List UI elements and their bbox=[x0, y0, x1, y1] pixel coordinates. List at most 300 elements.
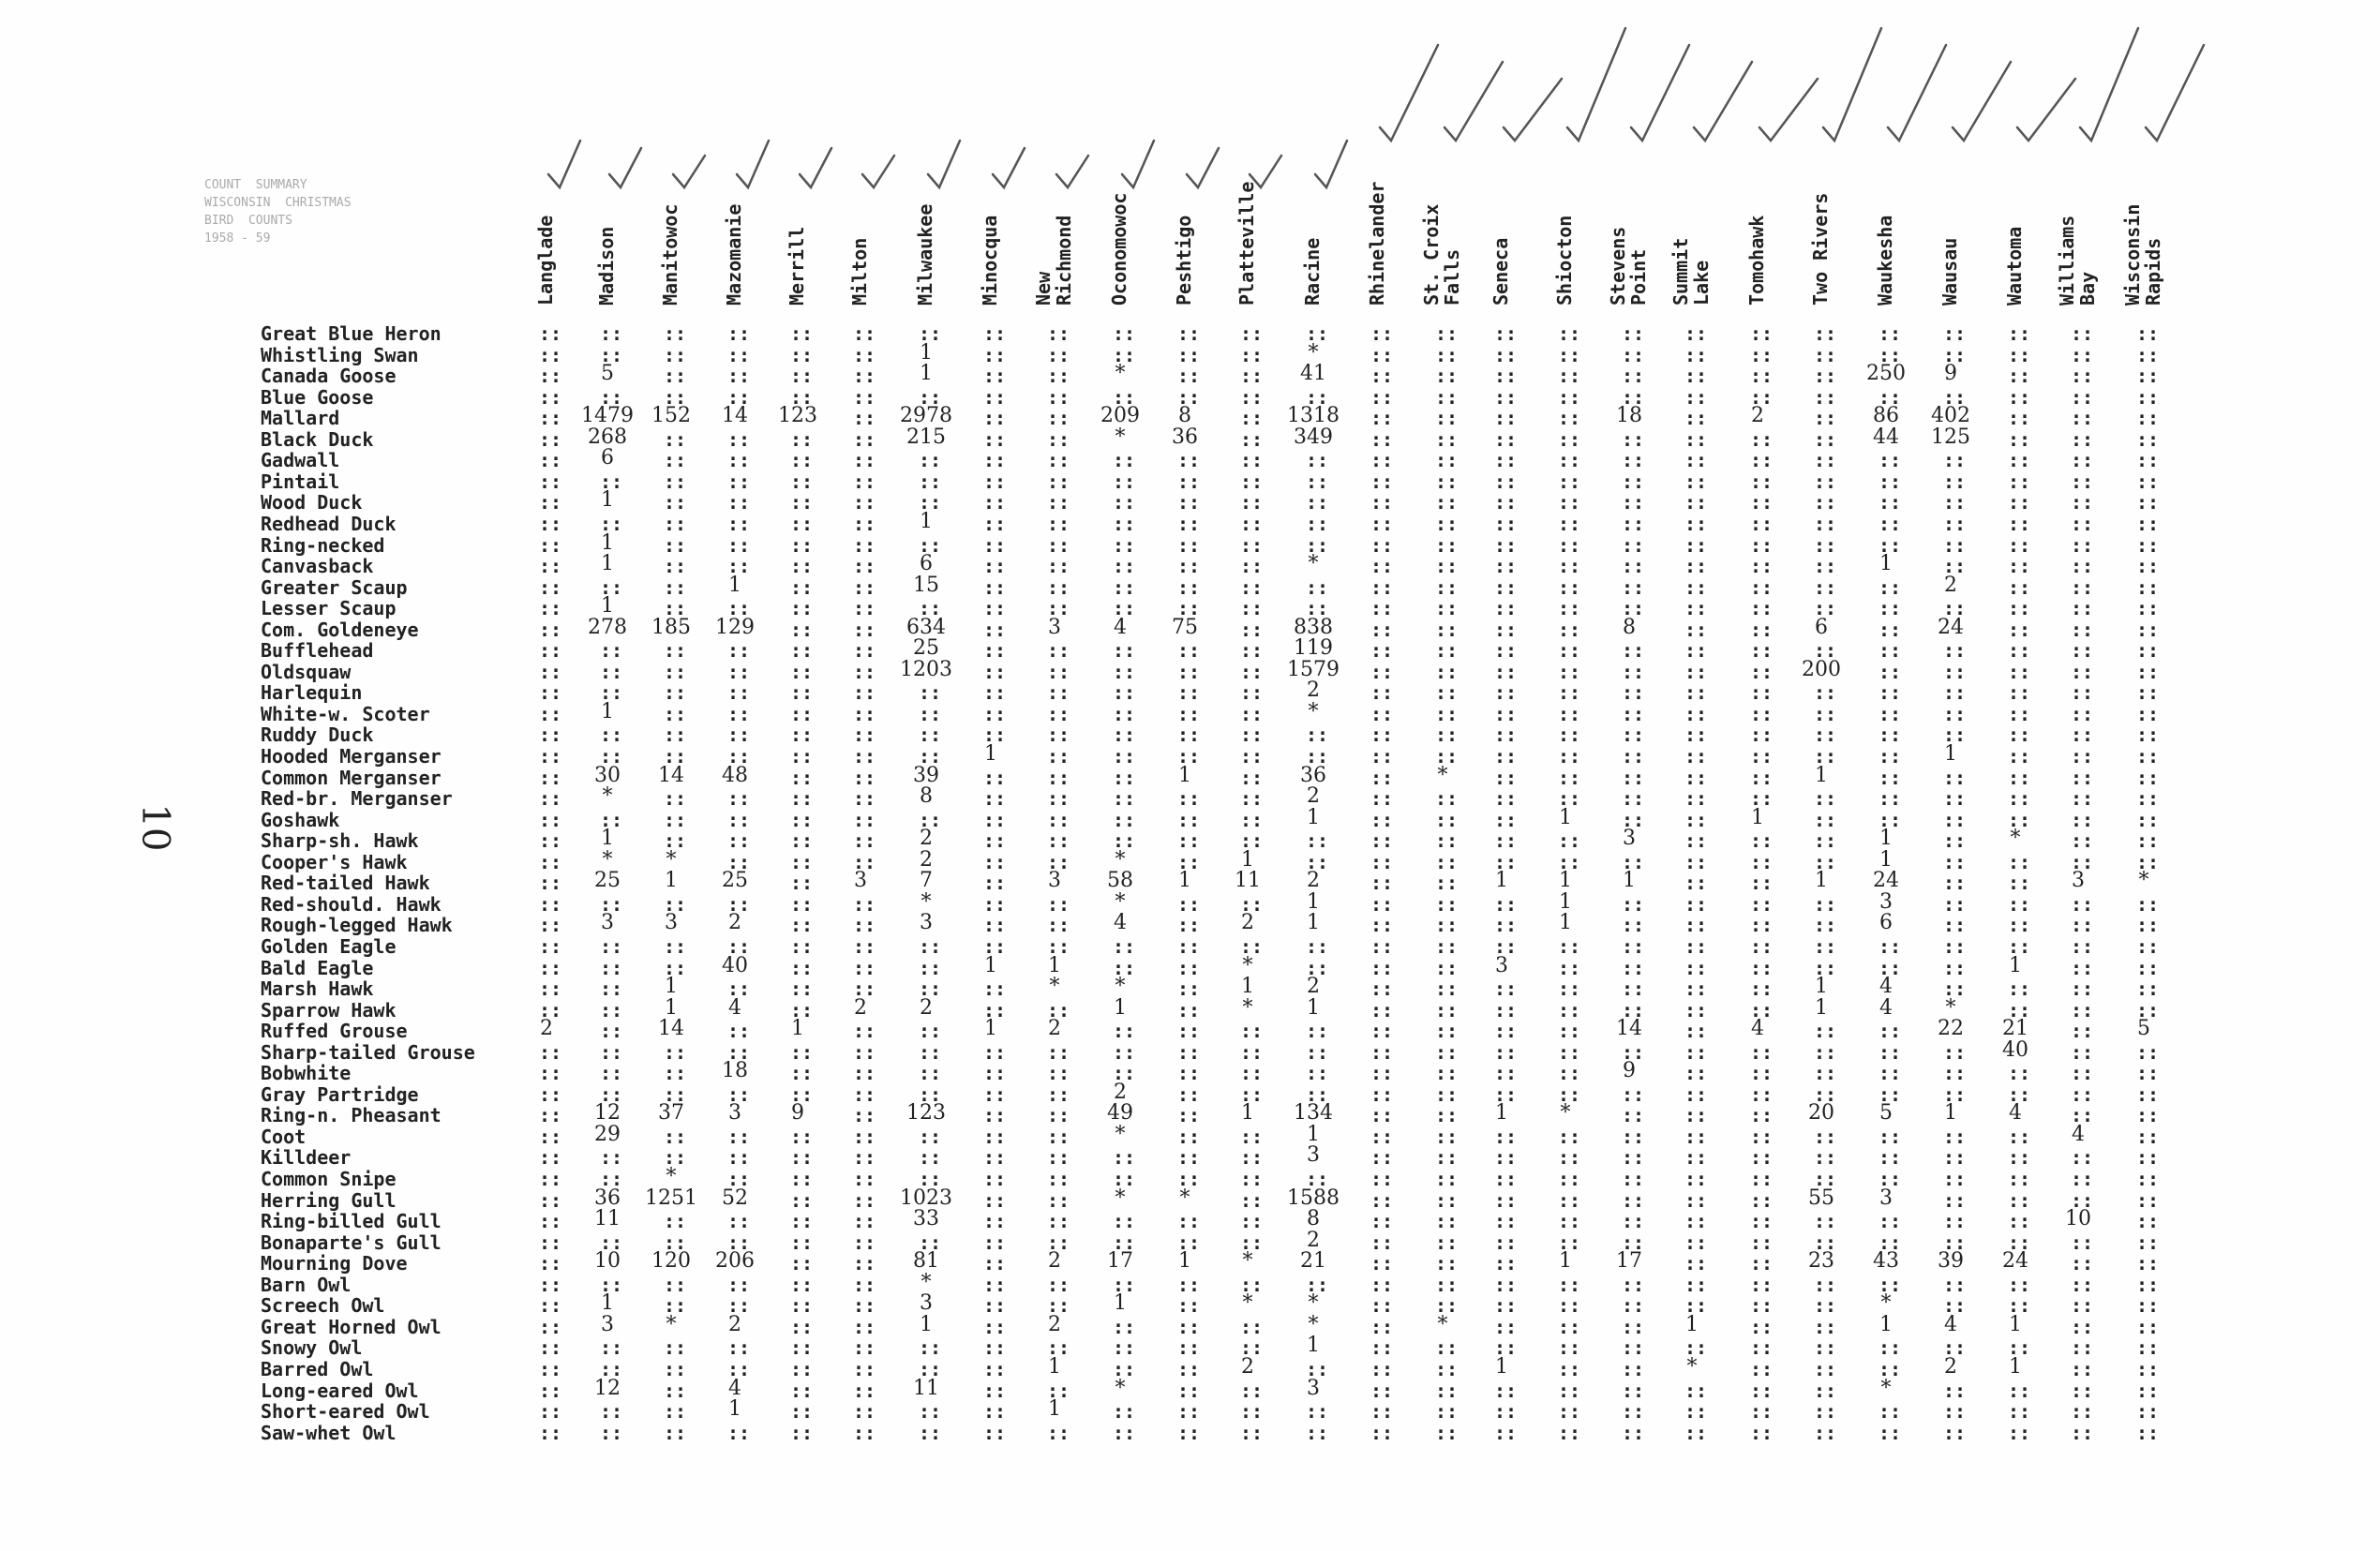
empty-cell-dots: : bbox=[1058, 1421, 1069, 1444]
empty-cell-dots: : bbox=[1750, 491, 1760, 515]
empty-cell-dots: : bbox=[1825, 1357, 1835, 1380]
empty-cell-dots: : bbox=[1435, 1273, 1445, 1296]
empty-cell-dots: : bbox=[1251, 1020, 1262, 1043]
empty-cell-dots: : bbox=[1370, 808, 1381, 831]
empty-cell-dots: : bbox=[1761, 1400, 1772, 1424]
empty-cell-dots: : bbox=[675, 427, 685, 451]
empty-cell-dots: : bbox=[1814, 470, 1824, 493]
empty-cell-dots: : bbox=[1684, 1146, 1695, 1170]
empty-cell-dots: : bbox=[1569, 1336, 1579, 1360]
empty-cell-dots: : bbox=[1047, 1336, 1057, 1360]
empty-cell-dots: : bbox=[2136, 575, 2147, 599]
count-value: 2 bbox=[920, 847, 933, 872]
empty-cell-dots: : bbox=[1240, 555, 1250, 578]
empty-cell-dots: : bbox=[1814, 1168, 1824, 1190]
empty-cell-dots: : bbox=[790, 1146, 801, 1170]
empty-cell-dots: : bbox=[1750, 998, 1760, 1022]
empty-cell-dots: : bbox=[2019, 1379, 2029, 1402]
count-value: 1 bbox=[728, 573, 741, 597]
species-name: Marsh Hawk bbox=[261, 977, 374, 1001]
empty-cell-dots: : bbox=[1446, 1357, 1457, 1380]
empty-cell-dots: : bbox=[1622, 850, 1632, 873]
empty-cell-dots: : bbox=[550, 385, 561, 409]
count-value: * bbox=[1242, 995, 1253, 1020]
empty-cell-dots: : bbox=[1750, 639, 1760, 663]
empty-cell-dots: : bbox=[1943, 449, 1953, 472]
empty-cell-dots: : bbox=[1622, 575, 1632, 599]
empty-cell-dots: : bbox=[1750, 681, 1760, 705]
empty-cell-dots: : bbox=[1189, 1336, 1199, 1360]
empty-cell-dots: : bbox=[1189, 639, 1199, 663]
empty-cell-dots: : bbox=[600, 1082, 610, 1106]
empty-cell-dots: : bbox=[1761, 1082, 1772, 1106]
empty-cell-dots: : bbox=[2008, 723, 2018, 747]
empty-cell-dots: : bbox=[1569, 555, 1579, 578]
species-name: Long-eared Owl bbox=[261, 1379, 419, 1402]
empty-cell-dots: : bbox=[1047, 597, 1057, 620]
empty-cell-dots: : bbox=[727, 1125, 738, 1148]
empty-cell-dots: : bbox=[1435, 850, 1445, 873]
empty-cell-dots: : bbox=[1814, 1294, 1824, 1318]
empty-cell-dots: : bbox=[675, 1062, 685, 1085]
species-name: Ring-billed Gull bbox=[261, 1210, 442, 1233]
species-name: Great Horned Owl bbox=[261, 1315, 442, 1338]
empty-cell-dots: : bbox=[1633, 1294, 1643, 1318]
empty-cell-dots: : bbox=[1317, 723, 1327, 747]
empty-cell-dots: : bbox=[2071, 1188, 2081, 1212]
empty-cell-dots: : bbox=[2019, 808, 2029, 831]
empty-cell-dots: : bbox=[539, 1125, 549, 1148]
empty-cell-dots: : bbox=[1240, 892, 1250, 916]
empty-cell-dots: : bbox=[1814, 427, 1824, 451]
empty-cell-dots: : bbox=[739, 934, 749, 958]
empty-cell-dots: : bbox=[864, 533, 875, 557]
empty-cell-dots: : bbox=[539, 533, 549, 557]
empty-cell-dots: : bbox=[539, 555, 549, 578]
count-value: 1 bbox=[984, 742, 997, 766]
empty-cell-dots: : bbox=[1622, 681, 1632, 705]
empty-cell-dots: : bbox=[611, 1040, 621, 1064]
empty-cell-dots: : bbox=[1943, 1168, 1953, 1190]
species-name: Mourning Dove bbox=[261, 1252, 408, 1275]
empty-cell-dots: : bbox=[2008, 787, 2018, 811]
empty-cell-dots: : bbox=[1189, 745, 1199, 768]
empty-cell-dots: : bbox=[2082, 745, 2092, 768]
count-value: 3 bbox=[1048, 615, 1061, 639]
count-value: * bbox=[1242, 1249, 1253, 1274]
empty-cell-dots: : bbox=[1558, 998, 1568, 1022]
empty-cell-dots: : bbox=[1825, 449, 1835, 472]
count-value: 5 bbox=[1879, 1101, 1893, 1126]
empty-cell-dots: : bbox=[1825, 427, 1835, 451]
species-name: Red-should. Hawk bbox=[261, 892, 442, 916]
empty-cell-dots: : bbox=[2082, 427, 2092, 451]
empty-cell-dots: : bbox=[611, 1020, 621, 1043]
empty-cell-dots: : bbox=[1189, 1062, 1199, 1085]
empty-cell-dots: : bbox=[600, 723, 610, 747]
empty-cell-dots: : bbox=[1954, 766, 1965, 789]
empty-cell-dots: : bbox=[2082, 1379, 2092, 1402]
empty-cell-dots: : bbox=[664, 470, 674, 493]
empty-cell-dots: : bbox=[1761, 872, 1772, 895]
empty-cell-dots: : bbox=[550, 639, 561, 663]
count-value: 9 bbox=[1944, 362, 1957, 386]
empty-cell-dots: : bbox=[1750, 660, 1760, 683]
empty-cell-dots: : bbox=[1306, 1357, 1316, 1380]
count-value: * bbox=[2010, 827, 2021, 851]
empty-cell-dots: : bbox=[1633, 681, 1643, 705]
empty-cell-dots: : bbox=[995, 872, 1005, 895]
empty-cell-dots: : bbox=[550, 1168, 561, 1190]
empty-cell-dots: : bbox=[2136, 407, 2147, 430]
empty-cell-dots: : bbox=[864, 385, 875, 409]
empty-cell-dots: : bbox=[995, 491, 1005, 515]
empty-cell-dots: : bbox=[1558, 365, 1568, 388]
empty-cell-dots: : bbox=[1954, 1146, 1965, 1170]
empty-cell-dots: : bbox=[539, 1146, 549, 1170]
empty-cell-dots: : bbox=[790, 956, 801, 979]
count-value: 14 bbox=[658, 1017, 684, 1041]
empty-cell-dots: : bbox=[1825, 787, 1835, 811]
empty-cell-dots: : bbox=[2136, 956, 2147, 979]
empty-cell-dots: : bbox=[675, 1379, 685, 1402]
empty-cell-dots: : bbox=[1569, 1062, 1579, 1085]
empty-cell-dots: : bbox=[739, 322, 749, 345]
empty-cell-dots: : bbox=[2148, 1294, 2158, 1318]
count-value: 36 bbox=[1172, 425, 1198, 449]
empty-cell-dots: : bbox=[1382, 1040, 1392, 1064]
empty-cell-dots: : bbox=[853, 808, 863, 831]
count-value: 1 bbox=[1178, 1249, 1191, 1274]
empty-cell-dots: : bbox=[550, 1062, 561, 1085]
empty-cell-dots: : bbox=[1558, 427, 1568, 451]
empty-cell-dots: : bbox=[1633, 575, 1643, 599]
empty-cell-dots: : bbox=[611, 723, 621, 747]
count-value: 2 bbox=[1048, 1249, 1061, 1274]
count-value: 1 bbox=[2009, 1354, 2022, 1379]
empty-cell-dots: : bbox=[1761, 1062, 1772, 1085]
empty-cell-dots: : bbox=[919, 449, 929, 472]
empty-cell-dots: : bbox=[1825, 1082, 1835, 1106]
empty-cell-dots: : bbox=[930, 1421, 940, 1444]
empty-cell-dots: : bbox=[801, 1294, 812, 1318]
empty-cell-dots: : bbox=[1177, 723, 1188, 747]
empty-cell-dots: : bbox=[1494, 934, 1504, 958]
empty-cell-dots: : bbox=[1446, 1168, 1457, 1190]
empty-cell-dots: : bbox=[539, 1040, 549, 1064]
empty-cell-dots: : bbox=[1113, 385, 1123, 409]
empty-cell-dots: : bbox=[1240, 702, 1250, 725]
empty-cell-dots: : bbox=[801, 1062, 812, 1085]
empty-cell-dots: : bbox=[550, 575, 561, 599]
empty-cell-dots: : bbox=[995, 977, 1005, 1001]
count-value: 5 bbox=[2137, 1017, 2150, 1041]
empty-cell-dots: : bbox=[1622, 597, 1632, 620]
empty-cell-dots: : bbox=[550, 829, 561, 853]
empty-cell-dots: : bbox=[2082, 829, 2092, 853]
empty-cell-dots: : bbox=[853, 892, 863, 916]
empty-cell-dots: : bbox=[1382, 1230, 1392, 1254]
empty-cell-dots: : bbox=[739, 702, 749, 725]
empty-cell-dots: : bbox=[1494, 1294, 1504, 1318]
empty-cell-dots: : bbox=[1435, 681, 1445, 705]
empty-cell-dots: : bbox=[790, 1357, 801, 1380]
empty-cell-dots: : bbox=[1058, 787, 1069, 811]
empty-cell-dots: : bbox=[1177, 1273, 1188, 1296]
count-value: 3 bbox=[1307, 1143, 1320, 1168]
empty-cell-dots: : bbox=[1879, 1336, 1889, 1360]
empty-cell-dots: : bbox=[1370, 1357, 1381, 1380]
empty-cell-dots: : bbox=[1879, 1020, 1889, 1043]
empty-cell-dots: : bbox=[1750, 1168, 1760, 1190]
empty-cell-dots: : bbox=[2008, 512, 2018, 535]
empty-cell-dots: : bbox=[1954, 449, 1965, 472]
empty-cell-dots: : bbox=[1761, 639, 1772, 663]
empty-cell-dots: : bbox=[1494, 1146, 1504, 1170]
empty-cell-dots: : bbox=[930, 1168, 940, 1190]
empty-cell-dots: : bbox=[1370, 1040, 1381, 1064]
empty-cell-dots: : bbox=[1696, 1104, 1706, 1127]
empty-cell-dots: : bbox=[611, 343, 621, 366]
empty-cell-dots: : bbox=[790, 934, 801, 958]
empty-cell-dots: : bbox=[550, 533, 561, 557]
empty-cell-dots: : bbox=[983, 1188, 994, 1212]
empty-cell-dots: : bbox=[1494, 914, 1504, 937]
empty-cell-dots: : bbox=[2019, 385, 2029, 409]
empty-cell-dots: : bbox=[1505, 1020, 1516, 1043]
empty-cell-dots: : bbox=[2082, 407, 2092, 430]
empty-cell-dots: : bbox=[1814, 1357, 1824, 1380]
empty-cell-dots: : bbox=[853, 1400, 863, 1424]
species-name: Oldsquaw bbox=[261, 660, 352, 683]
empty-cell-dots: : bbox=[1370, 766, 1381, 789]
empty-cell-dots: : bbox=[1446, 597, 1457, 620]
empty-cell-dots: : bbox=[1494, 660, 1504, 683]
empty-cell-dots: : bbox=[1750, 1379, 1760, 1402]
count-value: 1318 bbox=[1287, 404, 1340, 428]
empty-cell-dots: : bbox=[995, 322, 1005, 345]
count-value: 1 bbox=[1048, 1354, 1061, 1379]
empty-cell-dots: : bbox=[1370, 1379, 1381, 1402]
empty-cell-dots: : bbox=[1814, 1336, 1824, 1360]
empty-cell-dots: : bbox=[995, 639, 1005, 663]
empty-cell-dots: : bbox=[600, 1421, 610, 1444]
empty-cell-dots: : bbox=[1633, 470, 1643, 493]
faint-header-line: COUNT SUMMARY bbox=[204, 178, 307, 192]
empty-cell-dots: : bbox=[995, 892, 1005, 916]
empty-cell-dots: : bbox=[611, 385, 621, 409]
empty-cell-dots: : bbox=[1047, 787, 1057, 811]
empty-cell-dots: : bbox=[1370, 322, 1381, 345]
empty-cell-dots: : bbox=[1943, 872, 1953, 895]
empty-cell-dots: : bbox=[1750, 850, 1760, 873]
empty-cell-dots: : bbox=[1047, 1273, 1057, 1296]
empty-cell-dots: : bbox=[550, 850, 561, 873]
empty-cell-dots: : bbox=[550, 427, 561, 451]
empty-cell-dots: : bbox=[1177, 1315, 1188, 1338]
empty-cell-dots: : bbox=[1569, 998, 1579, 1022]
empty-cell-dots: : bbox=[2082, 914, 2092, 937]
empty-cell-dots: : bbox=[930, 1400, 940, 1424]
empty-cell-dots: : bbox=[1954, 1168, 1965, 1190]
species-name: Bufflehead bbox=[261, 639, 374, 663]
empty-cell-dots: : bbox=[1124, 829, 1134, 853]
empty-cell-dots: : bbox=[1124, 1230, 1134, 1254]
empty-cell-dots: : bbox=[1058, 322, 1069, 345]
empty-cell-dots: : bbox=[864, 977, 875, 1001]
empty-cell-dots: : bbox=[1814, 1146, 1824, 1170]
empty-cell-dots: : bbox=[1494, 1400, 1504, 1424]
empty-cell-dots: : bbox=[2008, 533, 2018, 557]
empty-cell-dots: : bbox=[1684, 1379, 1695, 1402]
empty-cell-dots: : bbox=[727, 1168, 738, 1190]
empty-cell-dots: : bbox=[1825, 934, 1835, 958]
empty-cell-dots: : bbox=[801, 533, 812, 557]
empty-cell-dots: : bbox=[853, 1294, 863, 1318]
empty-cell-dots: : bbox=[1058, 449, 1069, 472]
empty-cell-dots: : bbox=[1943, 914, 1953, 937]
empty-cell-dots: : bbox=[853, 977, 863, 1001]
empty-cell-dots: : bbox=[2082, 1188, 2092, 1212]
empty-cell-dots: : bbox=[801, 1357, 812, 1380]
empty-cell-dots: : bbox=[1761, 449, 1772, 472]
empty-cell-dots: : bbox=[801, 470, 812, 493]
count-value: 1 bbox=[1048, 953, 1061, 977]
empty-cell-dots: : bbox=[801, 934, 812, 958]
empty-cell-dots: : bbox=[853, 533, 863, 557]
empty-cell-dots: : bbox=[1446, 1125, 1457, 1148]
empty-cell-dots: : bbox=[1558, 1020, 1568, 1043]
empty-cell-dots: : bbox=[1494, 491, 1504, 515]
empty-cell-dots: : bbox=[1251, 723, 1262, 747]
column-header: Williams Bay bbox=[2056, 215, 2099, 306]
empty-cell-dots: : bbox=[2071, 1146, 2081, 1170]
empty-cell-dots: : bbox=[675, 681, 685, 705]
empty-cell-dots: : bbox=[2148, 1146, 2158, 1170]
count-value: 49 bbox=[1107, 1101, 1133, 1126]
empty-cell-dots: : bbox=[1825, 385, 1835, 409]
empty-cell-dots: : bbox=[919, 956, 929, 979]
empty-cell-dots: : bbox=[1240, 470, 1250, 493]
empty-cell-dots: : bbox=[1558, 1062, 1568, 1085]
empty-cell-dots: : bbox=[2071, 1020, 2081, 1043]
empty-cell-dots: : bbox=[664, 343, 674, 366]
empty-cell-dots: : bbox=[930, 1082, 940, 1106]
count-value: 75 bbox=[1172, 615, 1198, 639]
empty-cell-dots: : bbox=[1306, 385, 1316, 409]
empty-cell-dots: : bbox=[1494, 1230, 1504, 1254]
empty-cell-dots: : bbox=[1943, 892, 1953, 916]
empty-cell-dots: : bbox=[995, 998, 1005, 1022]
empty-cell-dots: : bbox=[790, 1273, 801, 1296]
empty-cell-dots: : bbox=[1890, 618, 1900, 641]
empty-cell-dots: : bbox=[1446, 1379, 1457, 1402]
empty-cell-dots: : bbox=[600, 660, 610, 683]
empty-cell-dots: : bbox=[930, 1062, 940, 1085]
empty-cell-dots: : bbox=[664, 365, 674, 388]
empty-cell-dots: : bbox=[550, 1315, 561, 1338]
empty-cell-dots: : bbox=[1814, 934, 1824, 958]
empty-cell-dots: : bbox=[853, 427, 863, 451]
empty-cell-dots: : bbox=[600, 1168, 610, 1190]
empty-cell-dots: : bbox=[1446, 343, 1457, 366]
empty-cell-dots: : bbox=[1622, 1273, 1632, 1296]
empty-cell-dots: : bbox=[853, 385, 863, 409]
empty-cell-dots: : bbox=[1113, 597, 1123, 620]
empty-cell-dots: : bbox=[1505, 998, 1516, 1022]
empty-cell-dots: : bbox=[1750, 1210, 1760, 1233]
empty-cell-dots: : bbox=[1558, 1379, 1568, 1402]
empty-cell-dots: : bbox=[1569, 1168, 1579, 1190]
empty-cell-dots: : bbox=[2148, 1379, 2158, 1402]
species-name: Bonaparte's Gull bbox=[261, 1230, 442, 1254]
empty-cell-dots: : bbox=[1943, 977, 1953, 1001]
empty-cell-dots: : bbox=[1633, 1379, 1643, 1402]
empty-cell-dots: : bbox=[1684, 322, 1695, 345]
column-header: Manitowoc bbox=[659, 203, 681, 306]
empty-cell-dots: : bbox=[2082, 575, 2092, 599]
check-mark bbox=[1187, 148, 1219, 187]
empty-cell-dots: : bbox=[2082, 1273, 2092, 1296]
empty-cell-dots: : bbox=[1047, 427, 1057, 451]
empty-cell-dots: : bbox=[1317, 1082, 1327, 1106]
empty-cell-dots: : bbox=[853, 1252, 863, 1275]
empty-cell-dots: : bbox=[1317, 597, 1327, 620]
empty-cell-dots: : bbox=[864, 1252, 875, 1275]
empty-cell-dots: : bbox=[2148, 1421, 2158, 1444]
empty-cell-dots: : bbox=[739, 1230, 749, 1254]
empty-cell-dots: : bbox=[675, 470, 685, 493]
empty-cell-dots: : bbox=[2071, 322, 2081, 345]
empty-cell-dots: : bbox=[1954, 977, 1965, 1001]
empty-cell-dots: : bbox=[1954, 385, 1965, 409]
empty-cell-dots: : bbox=[1954, 1336, 1965, 1360]
empty-cell-dots: : bbox=[1633, 512, 1643, 535]
empty-cell-dots: : bbox=[1633, 1273, 1643, 1296]
empty-cell-dots: : bbox=[539, 322, 549, 345]
empty-cell-dots: : bbox=[1761, 470, 1772, 493]
count-value: 36 bbox=[1300, 763, 1326, 787]
empty-cell-dots: : bbox=[2019, 1082, 2029, 1106]
empty-cell-dots: : bbox=[1382, 407, 1392, 430]
empty-cell-dots: : bbox=[983, 1273, 994, 1296]
empty-cell-dots: : bbox=[1251, 681, 1262, 705]
empty-cell-dots: : bbox=[1317, 850, 1327, 873]
empty-cell-dots: : bbox=[1047, 322, 1057, 345]
empty-cell-dots: : bbox=[2008, 407, 2018, 430]
empty-cell-dots: : bbox=[1113, 723, 1123, 747]
empty-cell-dots: : bbox=[1750, 702, 1760, 725]
empty-cell-dots: : bbox=[2008, 872, 2018, 895]
empty-cell-dots: : bbox=[1306, 745, 1316, 768]
empty-cell-dots: : bbox=[1047, 343, 1057, 366]
empty-cell-dots: : bbox=[1684, 491, 1695, 515]
empty-cell-dots: : bbox=[1435, 1357, 1445, 1380]
empty-cell-dots: : bbox=[664, 702, 674, 725]
empty-cell-dots: : bbox=[1382, 723, 1392, 747]
empty-cell-dots: : bbox=[1446, 407, 1457, 430]
empty-cell-dots: : bbox=[983, 1294, 994, 1318]
empty-cell-dots: : bbox=[853, 1104, 863, 1127]
empty-cell-dots: : bbox=[1240, 343, 1250, 366]
empty-cell-dots: : bbox=[1505, 365, 1516, 388]
empty-cell-dots: : bbox=[1558, 1294, 1568, 1318]
empty-cell-dots: : bbox=[1825, 1336, 1835, 1360]
empty-cell-dots: : bbox=[1047, 575, 1057, 599]
empty-cell-dots: : bbox=[1113, 681, 1123, 705]
empty-cell-dots: : bbox=[864, 365, 875, 388]
empty-cell-dots: : bbox=[1382, 1421, 1392, 1444]
